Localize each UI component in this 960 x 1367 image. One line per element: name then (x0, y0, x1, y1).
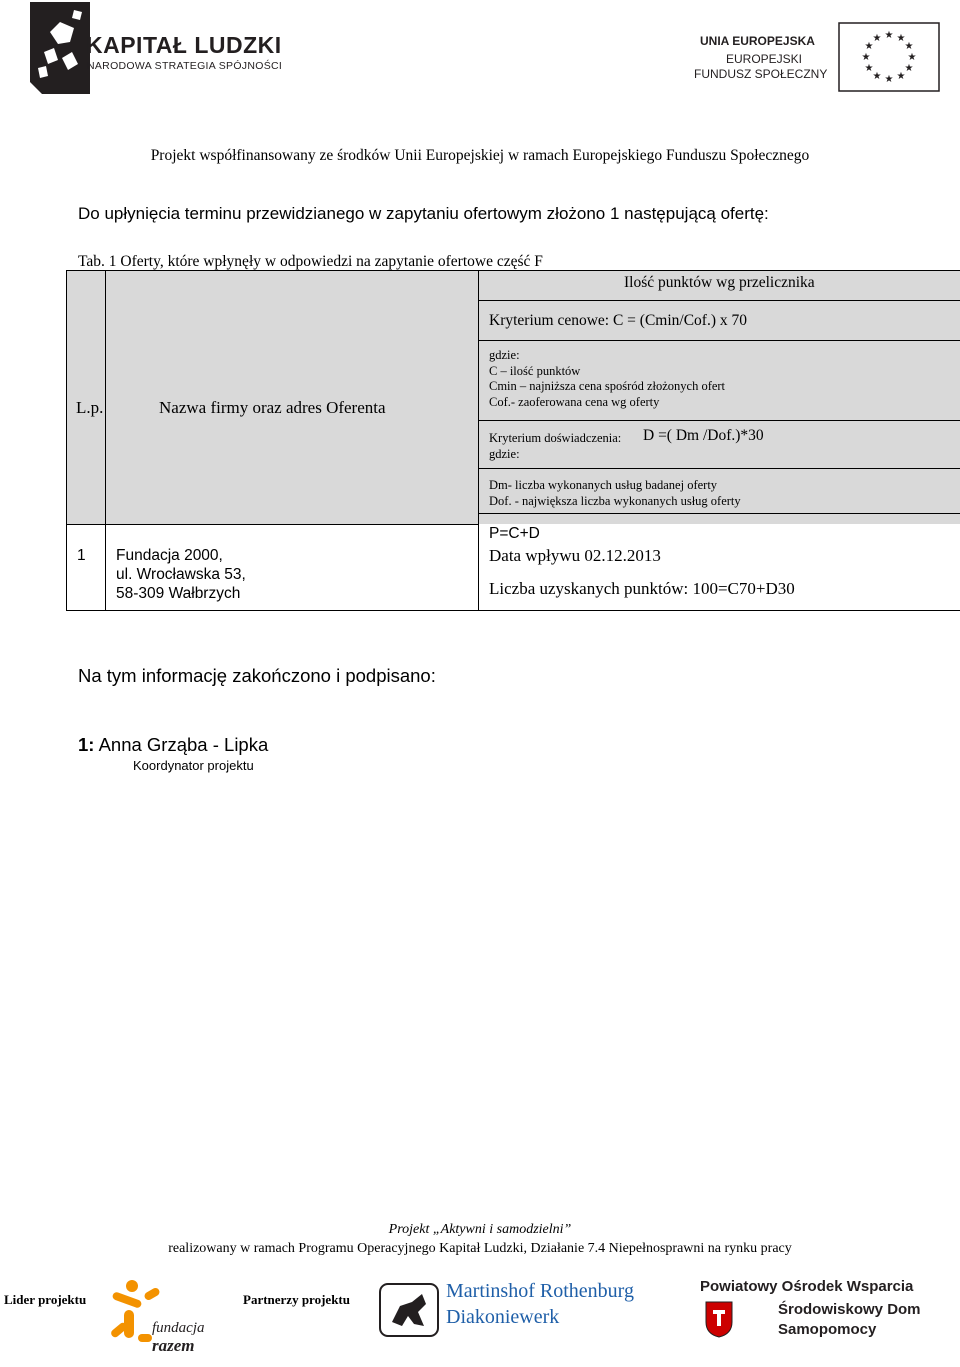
fundacja-line2: razem (152, 1336, 195, 1355)
ue-line1: UNIA EUROPEJSKA (700, 34, 815, 48)
powiatowy-line3: Samopomocy (778, 1321, 877, 1338)
row-points: Liczba uzyskanych punktów: 100=C70+D30 (489, 579, 795, 598)
svg-text:★: ★ (864, 41, 874, 52)
exp-line: gdzie: (489, 447, 520, 461)
martinshof-line1: Martinshof Rothenburg (446, 1280, 634, 1302)
ue-line3: FUNDUSZ SPOŁECZNY (694, 67, 828, 81)
kapital-ludzki-subtitle: NARODOWA STRATEGIA SPÓJNOŚCI (87, 60, 283, 72)
martinshof-logo (446, 1278, 686, 1338)
eu-flag-icon (838, 22, 940, 92)
svg-text:★: ★ (907, 52, 917, 63)
footer-program-line: realizowany w ramach Programu Operacyjnego Kapitał Ludzki, Działanie 7.4 Niepełnosprawni na rynku pracy (168, 1241, 792, 1256)
fundacja-line1: fundacja (152, 1320, 205, 1336)
intro-text: Do upłynięcia terminu przewidzianego w zapytaniu ofertowym złożono 1 następującą ofertę: (78, 204, 769, 223)
exp-line: Dm- liczba wykonanych usług badanej oferty (489, 478, 718, 492)
signer-name: Anna Grząba - Lipka (94, 734, 269, 755)
svg-text:★: ★ (864, 63, 874, 74)
total-formula: P=C+D (489, 525, 540, 542)
svg-text:★: ★ (904, 41, 914, 52)
row-name-line: 58-309 Wałbrzych (116, 585, 241, 602)
lead-label: Lider projektu (4, 1292, 87, 1307)
ue-logo (690, 22, 942, 94)
svg-text:★: ★ (884, 30, 894, 41)
exp-criterion-label: Kryterium doświadczenia: (489, 431, 622, 445)
signoff-text: Na tym informację zakończono i podpisano: (78, 665, 436, 686)
signer-prefix: 1: (78, 734, 95, 755)
price-criterion: Kryterium cenowe: C = (Cmin/Cof.) x 70 (489, 312, 747, 329)
powiatowy-line2: Środowiskowy Dom (778, 1301, 921, 1318)
row-lp: 1 (77, 547, 86, 564)
svg-text:★: ★ (872, 71, 882, 82)
price-line: C – ilość punktów (489, 364, 581, 378)
ue-line2: EUROPEJSKI (726, 52, 803, 66)
exp-criterion-formula: D =( Dm /Dof.)*30 (643, 427, 764, 444)
fundacja-razem-logo (108, 1276, 218, 1360)
col-name-header: Nazwa firmy oraz adres Oferenta (159, 398, 386, 417)
svg-text:★: ★ (904, 63, 914, 74)
table-caption: Tab. 1 Oferty, które wpłynęły w odpowiedzi na zapytanie ofertowe część F (78, 253, 543, 270)
price-line: Cof.- zaoferowana cena wg oferty (489, 395, 660, 409)
partners-label: Partnerzy projektu (243, 1292, 350, 1307)
svg-text:★: ★ (872, 33, 882, 44)
row-name-line: Fundacja 2000, (116, 547, 223, 564)
cofinance-text: Projekt współfinansowany ze środków Unii Europejskiej w ramach Europejskiego Funduszu Społecznego (150, 147, 810, 164)
kapital-ludzki-title: KAPITAŁ LUDZKI (86, 32, 282, 58)
knight-crest-icon (378, 1282, 440, 1338)
svg-text:★: ★ (896, 71, 906, 82)
signer-role: Koordynator projektu (133, 758, 254, 773)
powiatowy-line1: Powiatowy Ośrodek Wsparcia (700, 1278, 914, 1295)
price-line: Cmin – najniższa cena spośród złożonych ofert (489, 379, 726, 393)
signer (78, 734, 268, 756)
exp-line: Dof. - największa liczba wykonanych usług oferty (489, 494, 741, 508)
powiatowy-logo (700, 1278, 960, 1348)
col-points-header: Ilość punktów wg przelicznika (624, 274, 815, 291)
row-date: Data wpływu 02.12.2013 (489, 546, 661, 565)
svg-text:★: ★ (896, 33, 906, 44)
svg-text:★: ★ (884, 74, 894, 85)
svg-text:★: ★ (861, 52, 871, 63)
price-line: gdzie: (489, 348, 520, 362)
footer-project-line: Projekt „Aktywni i samodzielni” (388, 1222, 572, 1237)
martinshof-line2: Diakoniewerk (446, 1306, 560, 1328)
row-name-line: ul. Wrocławska 53, (116, 566, 246, 583)
coat-of-arms-icon (704, 1300, 734, 1338)
col-lp-header: L.p. (76, 398, 104, 417)
offers-table (66, 270, 960, 611)
